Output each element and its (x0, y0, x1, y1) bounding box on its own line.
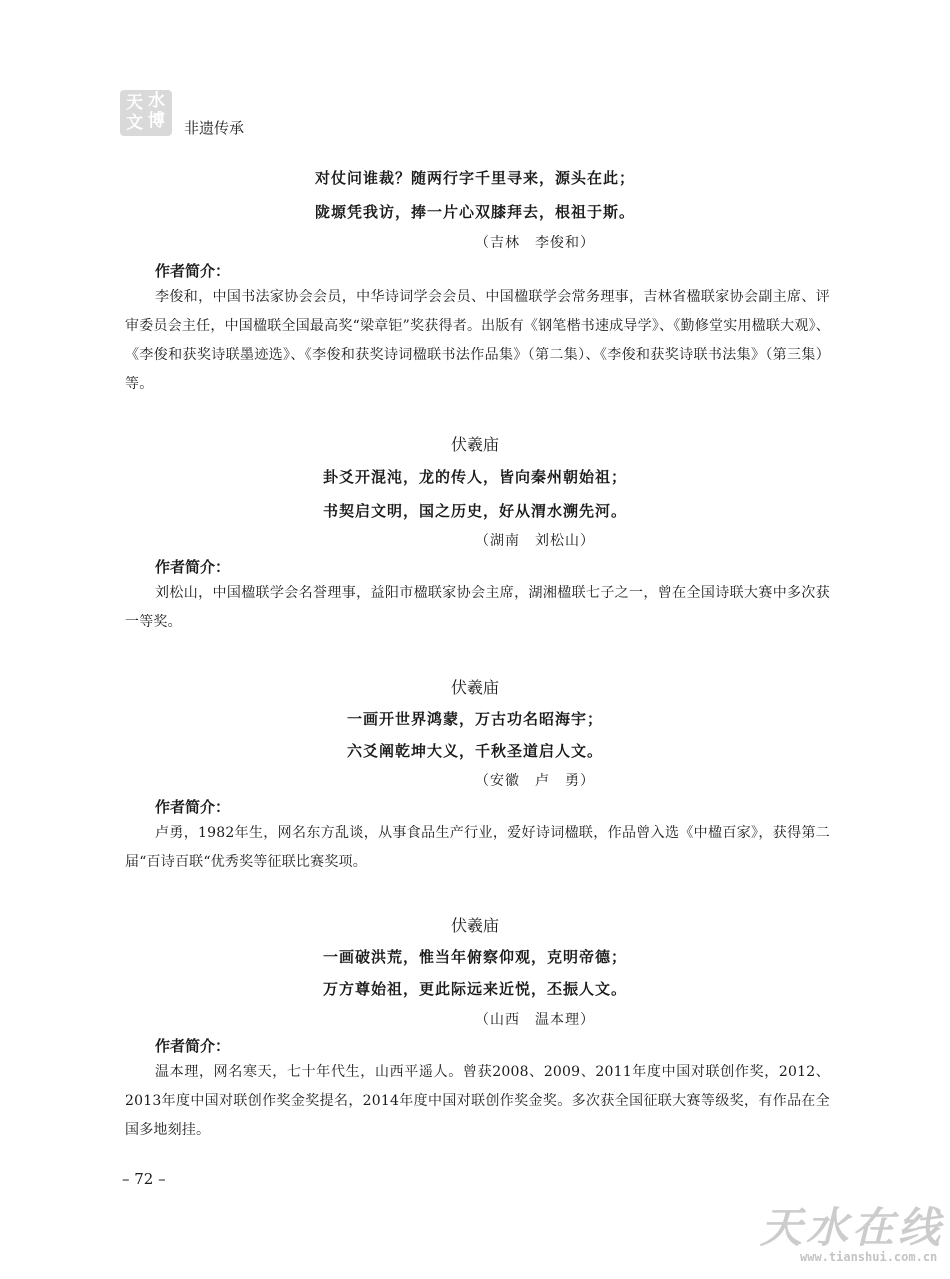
poem-title: 伏羲庙 (450, 916, 499, 935)
couplet-line: 书契启文明，国之历史，好从渭水溯先河。 (322, 502, 627, 520)
couplet-line: 一画破洪荒，惟当年俯察仰观，克明帝德； (322, 948, 627, 966)
author-bio: 卢勇，1982年生，网名东方乱谈，从事食品生产行业，爱好诗词楹联，作品曾入选《中楹百家》，获得第二届“百诗百联“优秀奖等征联比赛奖项。 (125, 825, 830, 870)
logo-char: 博 (148, 111, 165, 131)
author-signature: （安徽 卢 勇） (475, 773, 595, 789)
author-signature: （山西 温本理） (475, 1012, 595, 1028)
couplet-line: 对仗问谁裁？随两行字千里寻来，源头在此； (314, 169, 635, 187)
author-bio: 刘松山，中国楹联学会名誉理事，益阳市楹联家协会主席，湖湘楹联七子之一，曾在全国诗联大赛中多次获一等奖。 (125, 585, 830, 630)
couplet-line: 六爻阐乾坤大义，千秋圣道启人文。 (346, 742, 603, 760)
page-number: – 72 – (122, 1170, 166, 1188)
logo-char: 文 (126, 113, 143, 133)
watermark-url: www.tianshui.com.cn (800, 1250, 938, 1264)
bio-label: 作者简介： (155, 558, 231, 576)
author-bio: 李俊和，中国书法家协会会员，中华诗词学会会员、中国楹联学会常务理事，吉林省楹联家协会副主席、评审委员会主任，中国楹联全国最高奖“梁章钜”奖获得者。出版有《钢笔楷书速成导学》、《勤修堂实用楹联大观》、《李俊和获奖诗联墨迹选》、《李俊和获奖诗词楹联书法作品集》（第二集）、《李俊和获奖诗联书法集》（第三集）等。 (125, 289, 830, 392)
author-bio: 温本理，网名寒天，七十年代生，山西平遥人。曾获2008、2009、2011年度中国对联创作奖，2012、2013年度中国对联创作奖金奖提名，2014年度中国对联创作奖金奖。多次获全国征联大赛等级奖，有作品在全国多地刻挂。 (125, 1064, 830, 1138)
section-label: 非遗传承 (184, 119, 245, 137)
watermark: 天水在线 (760, 1203, 945, 1252)
bio-label: 作者简介： (155, 1037, 231, 1055)
logo (120, 90, 172, 136)
couplet-line: 陇塬凭我访，捧一片心双膝拜去，根祖于斯。 (314, 203, 635, 221)
logo-char: 天 (126, 93, 143, 113)
bio-label: 作者简介： (155, 798, 231, 816)
author-signature: （湖南 刘松山） (475, 533, 595, 549)
poem-title: 伏羲庙 (450, 678, 499, 697)
couplet-line: 一画开世界鸿蒙，万古功名昭海宇； (346, 710, 603, 728)
couplet-line: 卦爻开混沌，龙的传人，皆向秦州朝始祖； (322, 468, 627, 486)
author-signature: （吉林 李俊和） (475, 235, 595, 251)
poem-title: 伏羲庙 (450, 435, 499, 454)
logo-char: 水 (148, 91, 165, 111)
bio-label: 作者简介： (155, 262, 231, 280)
couplet-line: 万方尊始祖，更此际远来近悦，丕振人文。 (322, 980, 627, 998)
